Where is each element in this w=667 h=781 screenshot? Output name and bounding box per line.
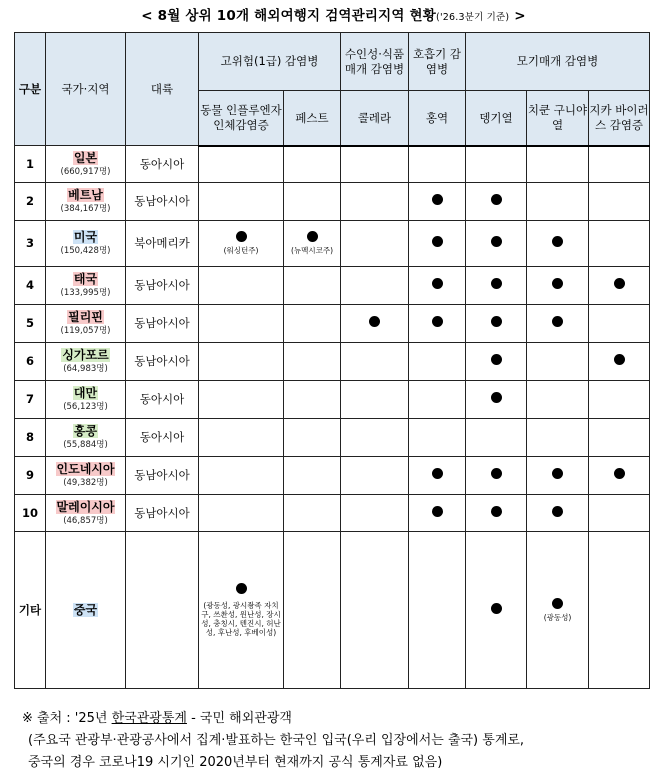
country-cell	[46, 457, 126, 495]
mark-cholera	[341, 419, 409, 457]
mark-dengue	[466, 381, 527, 419]
country-traveler-count: (119,057명)	[60, 326, 111, 337]
header-continent: 대륙	[126, 33, 199, 146]
mark-measles	[409, 495, 466, 532]
mark-animal-flu	[199, 221, 284, 267]
mark-zika	[589, 419, 650, 457]
country-name: 미국	[73, 230, 98, 245]
presence-dot	[491, 392, 502, 403]
mark-measles	[409, 146, 466, 183]
mark-measles	[409, 305, 466, 343]
row-number: 9	[15, 457, 46, 495]
source-prefix: ※ 출처 : '25년	[22, 711, 112, 726]
mark-measles	[409, 457, 466, 495]
country-cell	[46, 183, 126, 221]
mark-cholera	[341, 343, 409, 381]
presence-dot	[614, 278, 625, 289]
country-name: 말레이시아	[56, 499, 115, 514]
table-row	[15, 267, 650, 305]
presence-dot	[552, 598, 563, 609]
header-group-water-food: 수인성·식품매개 감염병	[341, 33, 409, 91]
mark-animal-flu	[199, 183, 284, 221]
mark-plague	[284, 267, 341, 305]
mark-dengue	[466, 457, 527, 495]
country-traveler-count: (55,884명)	[63, 440, 108, 451]
presence-dot	[552, 506, 563, 517]
header-gubun: 구분	[15, 33, 46, 146]
mark-dengue	[466, 495, 527, 532]
country-traveler-count: (49,382명)	[63, 478, 108, 489]
mark-animal-flu	[199, 146, 284, 183]
country-traveler-count: (384,167명)	[60, 204, 111, 215]
country-name: 인도네시아	[56, 462, 115, 477]
table-row	[15, 381, 650, 419]
presence-dot	[432, 236, 443, 247]
table-row	[15, 183, 650, 221]
presence-dot	[432, 468, 443, 479]
other-mark-plague	[284, 532, 341, 689]
row-number: 10	[15, 495, 46, 532]
country-cell	[46, 495, 126, 532]
mark-cholera	[341, 146, 409, 183]
country-name: 대만	[73, 386, 98, 401]
mark-cholera	[341, 495, 409, 532]
presence-dot	[236, 583, 247, 594]
row-number: 3	[15, 221, 46, 267]
mark-measles	[409, 221, 466, 267]
region-note: (워싱턴주)	[223, 246, 259, 256]
row-number: 7	[15, 381, 46, 419]
table-row	[15, 419, 650, 457]
header-cholera: 콜레라	[341, 91, 409, 146]
continent: 동남아시아	[126, 343, 199, 381]
continent: 동남아시아	[126, 183, 199, 221]
mark-plague	[284, 305, 341, 343]
presence-dot	[491, 278, 502, 289]
presence-dot	[552, 236, 563, 247]
country-cell	[46, 146, 126, 183]
mark-animal-flu	[199, 495, 284, 532]
presence-dot	[432, 278, 443, 289]
mark-plague	[284, 146, 341, 183]
row-number: 8	[15, 419, 46, 457]
header-chikungunya: 치쿤 구니야열	[527, 91, 589, 146]
source-line-3: 중국의 경우 코로나19 시기인 2020년부터 현재까지 공식 통계자료 없음)	[28, 755, 443, 770]
mark-cholera	[341, 221, 409, 267]
mark-animal-flu	[199, 381, 284, 419]
continent: 동남아시아	[126, 305, 199, 343]
source-line-1	[22, 707, 292, 726]
continent: 북아메리카	[126, 221, 199, 267]
country-traveler-count: (64,983명)	[63, 364, 108, 375]
mark-zika	[589, 343, 650, 381]
presence-dot	[491, 236, 502, 247]
title-main: < 8월 상위 10개 해외여행지 검역관리지역 현황	[141, 8, 437, 24]
mark-measles	[409, 381, 466, 419]
region-note: (뉴멕시코주)	[290, 246, 334, 256]
presence-dot	[236, 231, 247, 242]
continent: 동남아시아	[126, 495, 199, 532]
header-measles: 홍역	[409, 91, 466, 146]
mark-plague	[284, 457, 341, 495]
other-continent-cell	[126, 532, 199, 689]
header-group-high-risk: 고위험(1급) 감염병	[199, 33, 341, 91]
mark-measles	[409, 267, 466, 305]
presence-dot	[552, 278, 563, 289]
country-cell	[46, 221, 126, 267]
mark-chikungunya	[527, 146, 589, 183]
country-traveler-count: (150,428명)	[60, 246, 111, 257]
country-name: 필리핀	[68, 310, 103, 325]
mark-measles	[409, 183, 466, 221]
continent: 동아시아	[126, 419, 199, 457]
source-link-text: 한국관광통계	[111, 711, 187, 726]
mark-animal-flu	[199, 343, 284, 381]
page-title	[0, 4, 667, 24]
presence-dot	[491, 194, 502, 205]
mark-measles	[409, 343, 466, 381]
table-row	[15, 305, 650, 343]
quarantine-table	[14, 32, 650, 689]
table-row	[15, 495, 650, 532]
presence-dot	[307, 231, 318, 242]
mark-dengue	[466, 305, 527, 343]
mark-zika	[589, 381, 650, 419]
country-cell	[46, 381, 126, 419]
mark-dengue	[466, 221, 527, 267]
mark-zika	[589, 221, 650, 267]
mark-zika	[589, 267, 650, 305]
continent: 동아시아	[126, 381, 199, 419]
mark-dengue	[466, 146, 527, 183]
mark-dengue	[466, 267, 527, 305]
row-number: 1	[15, 146, 46, 183]
row-number: 4	[15, 267, 46, 305]
other-mark-zika	[589, 532, 650, 689]
header-zika: 지카 바이러스 감염증	[589, 91, 650, 146]
source-suffix: - 국민 해외관광객	[186, 711, 292, 726]
presence-dot	[432, 316, 443, 327]
other-note-chikungunya: (광동성)	[543, 612, 572, 622]
row-number: 5	[15, 305, 46, 343]
other-label: 기타	[15, 532, 46, 689]
mark-dengue	[466, 419, 527, 457]
mark-zika	[589, 457, 650, 495]
table-row	[15, 457, 650, 495]
row-number: 6	[15, 343, 46, 381]
header-animal-flu: 동물 인플루엔자 인체감염증	[199, 91, 284, 146]
presence-dot	[491, 468, 502, 479]
mark-chikungunya	[527, 381, 589, 419]
mark-cholera	[341, 457, 409, 495]
presence-dot	[491, 506, 502, 517]
mark-animal-flu	[199, 305, 284, 343]
presence-dot	[432, 506, 443, 517]
continent: 동남아시아	[126, 267, 199, 305]
country-traveler-count: (56,123명)	[63, 402, 108, 413]
country-name: 베트남	[68, 188, 103, 203]
other-country-name: 중국	[73, 602, 98, 617]
mark-measles	[409, 419, 466, 457]
mark-dengue	[466, 343, 527, 381]
mark-plague	[284, 343, 341, 381]
presence-dot	[491, 316, 502, 327]
row-number: 2	[15, 183, 46, 221]
presence-dot	[432, 194, 443, 205]
other-mark-dengue	[466, 532, 527, 689]
mark-chikungunya	[527, 267, 589, 305]
mark-dengue	[466, 183, 527, 221]
presence-dot	[491, 354, 502, 365]
country-traveler-count: (133,995명)	[60, 288, 111, 299]
presence-dot	[614, 468, 625, 479]
country-traveler-count: (46,857명)	[63, 515, 108, 526]
title-end: >	[509, 8, 526, 24]
mark-chikungunya	[527, 183, 589, 221]
other-country-cell	[46, 532, 126, 689]
mark-zika	[589, 495, 650, 532]
mark-plague	[284, 381, 341, 419]
country-traveler-count: (660,917명)	[60, 166, 111, 177]
other-mark-animal-flu	[199, 532, 284, 689]
country-cell	[46, 419, 126, 457]
presence-dot	[552, 316, 563, 327]
header-plague: 페스트	[284, 91, 341, 146]
table-row	[15, 221, 650, 267]
mark-chikungunya	[527, 495, 589, 532]
presence-dot	[369, 316, 380, 327]
continent: 동남아시아	[126, 457, 199, 495]
mark-zika	[589, 146, 650, 183]
header-dengue: 뎅기열	[466, 91, 527, 146]
mark-plague	[284, 495, 341, 532]
continent: 동아시아	[126, 146, 199, 183]
mark-cholera	[341, 305, 409, 343]
mark-chikungunya	[527, 343, 589, 381]
header-group-respiratory: 호흡기 감염병	[409, 33, 466, 91]
country-cell	[46, 267, 126, 305]
header-group-mosquito: 모기매개 감염병	[466, 33, 650, 91]
mark-chikungunya	[527, 221, 589, 267]
mark-chikungunya	[527, 419, 589, 457]
mark-plague	[284, 183, 341, 221]
country-name: 홍콩	[73, 424, 98, 439]
mark-cholera	[341, 183, 409, 221]
mark-animal-flu	[199, 419, 284, 457]
country-cell	[46, 305, 126, 343]
table-row	[15, 146, 650, 183]
presence-dot	[614, 354, 625, 365]
other-note-flu: (광동성, 광시좡족 자치구, 쓰촨성, 윈난성, 장시성, 충칭시, 톈진시, 허난성, 후난성, 후베이성)	[201, 600, 281, 637]
country-name: 태국	[73, 272, 98, 287]
mark-animal-flu	[199, 267, 284, 305]
mark-animal-flu	[199, 457, 284, 495]
presence-dot	[491, 603, 502, 614]
country-cell	[46, 343, 126, 381]
header-country: 국가·지역	[46, 33, 126, 146]
mark-plague	[284, 419, 341, 457]
mark-zika	[589, 305, 650, 343]
other-mark-measles	[409, 532, 466, 689]
presence-dot	[552, 468, 563, 479]
mark-plague	[284, 221, 341, 267]
title-period: ('26.3분기 기준)	[436, 12, 510, 23]
mark-cholera	[341, 381, 409, 419]
other-mark-cholera	[341, 532, 409, 689]
source-line-2: (주요국 관광부·관광공사에서 집계·발표하는 한국인 입국(우리 입장에서는 출국) 통계로,	[28, 733, 525, 748]
country-name: 일본	[73, 150, 98, 165]
table-row	[15, 343, 650, 381]
mark-chikungunya	[527, 457, 589, 495]
mark-cholera	[341, 267, 409, 305]
country-name: 싱가포르	[62, 348, 109, 363]
mark-zika	[589, 183, 650, 221]
other-mark-chikungunya	[527, 532, 589, 689]
mark-chikungunya	[527, 305, 589, 343]
